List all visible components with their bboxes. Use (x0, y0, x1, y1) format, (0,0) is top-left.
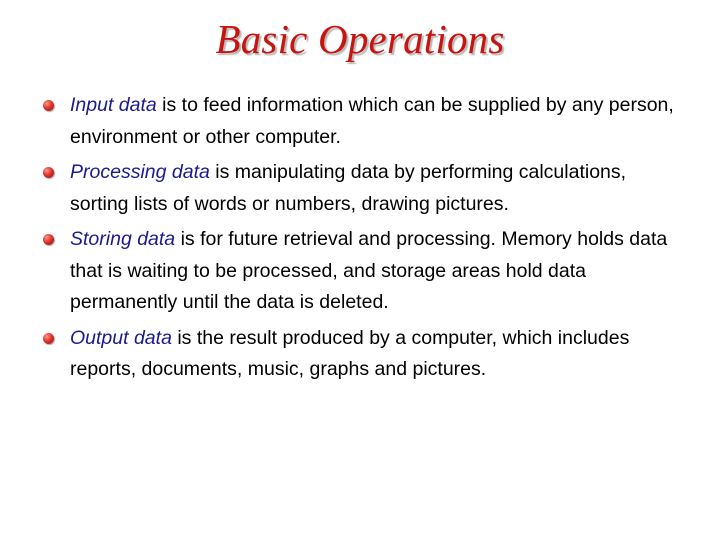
bullet-text: is the result produced by a computer, which includes reports, documents, music, graphs and pictures. (70, 326, 630, 380)
bullet-item-processing (0, 157, 720, 220)
bullet-term: Input data (70, 94, 157, 116)
bullet-list (0, 90, 720, 390)
bullet-term: Processing data (70, 161, 210, 183)
bullet-item-output (0, 323, 720, 386)
bullet-dot-icon (43, 333, 54, 344)
bullet-dot-icon (43, 167, 54, 178)
bullet-item-input (0, 90, 720, 153)
bullet-text: is to feed information which can be supplied by any person, environment or other computer. (70, 94, 674, 148)
bullet-text: is for future retrieval and processing. Memory holds data that is waiting to be processed, and storage areas hold data permanently until the data is deleted. (70, 228, 668, 313)
bullet-dot-icon (43, 234, 54, 245)
bullet-text: is manipulating data by performing calculations, sorting lists of words or numbers, drawing pictures. (70, 161, 627, 215)
bullet-item-storing (0, 224, 720, 319)
bullet-term: Output data (70, 326, 172, 349)
bullet-dot-icon (43, 100, 54, 111)
bullet-term: Storing data (70, 228, 176, 250)
slide-title: Basic Operations (215, 16, 505, 62)
